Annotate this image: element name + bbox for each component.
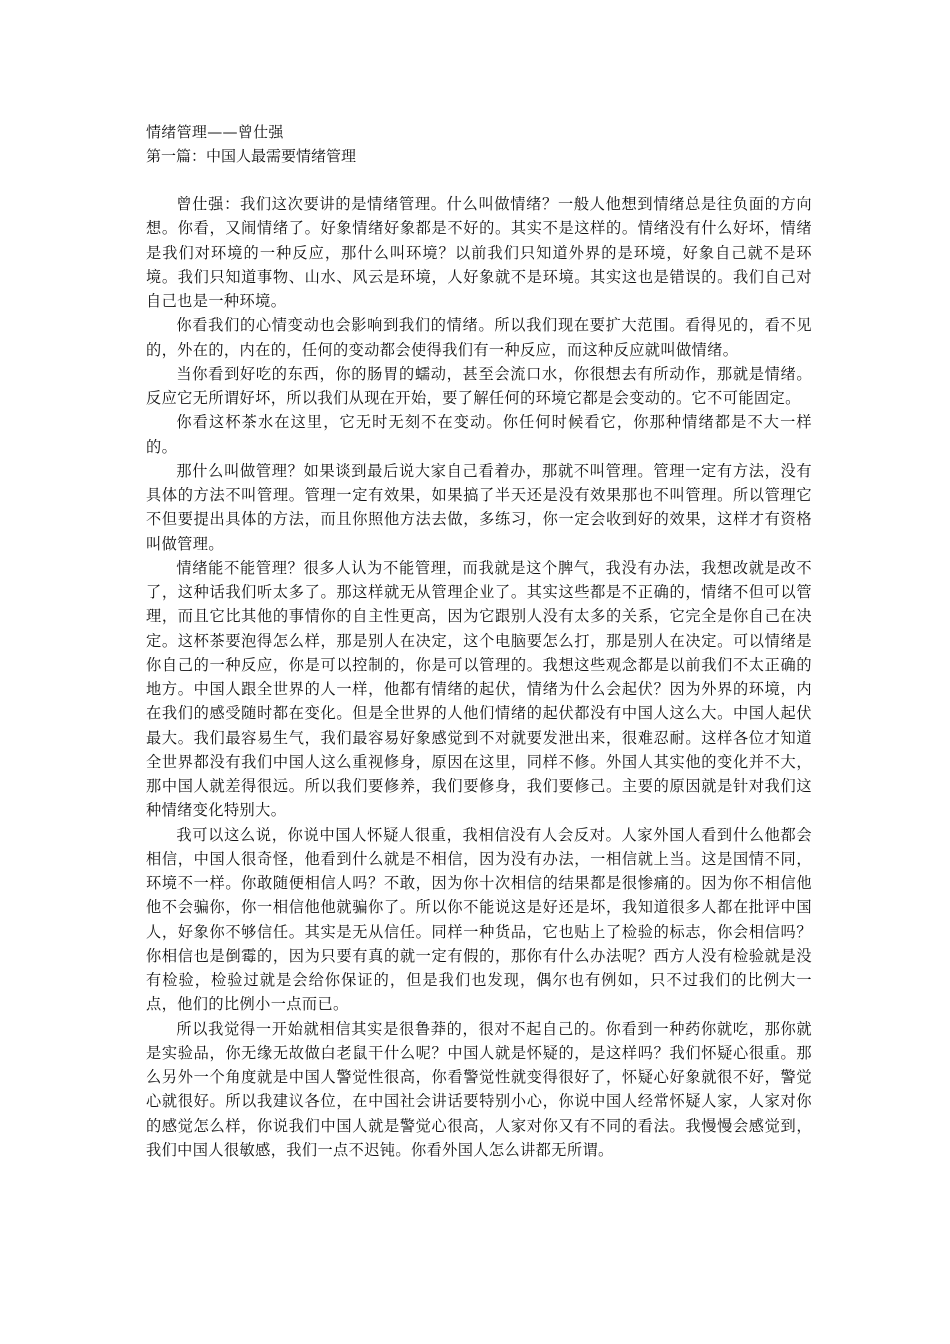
document-title: 情绪管理——曾仕强 [146,123,284,141]
paragraph: 曾仕强：我们这次要讲的是情绪管理。什么叫做情绪？一般人他想到情绪总是往负面的方向想。你看，又闹情绪了。好象情绪好象都是不好的。其实不是这样的。情绪没有什么好坏，情绪是我们对环境的一种反应，那什么叫环境？以前我们只知道外界的是环境，好象自己就不是环境。我们只知道事物、山水、风云是环境，人好象就不是环境。其实这也是错误的。我们自己对自己也是一种环境。 [146,195,812,310]
paragraph: 你看我们的心情变动也会影响到我们的情绪。所以我们现在要扩大范围。看得见的，看不见的，外在的，内在的，任何的变动都会使得我们有一种反应，而这种反应就叫做情绪。 [146,316,812,359]
paragraph: 情绪能不能管理？很多人认为不能管理，而我就是这个脾气，我没有办法，我想改就是改不了，这种话我们听太多了。那这样就无从管理企业了。其实这些都是不正确的，情绪不但可以管理，而且它比其他的事情你的自主性更高，因为它跟别人没有太多的关系，它完全是你自己在决定。这杯茶要泡得怎么样，那是别人在决定，这个电脑要怎么打，那是别人在决定。可以情绪是你自己的一种反应，你是可以控制的，你是可以管理的。我想这些观念都是以前我们不太正确的地方。中国人跟全世界的人一样，他都有情绪的起伏，情绪为什么会起伏？因为外界的环境，内在我们的感受随时都在变化。但是全世界的人他们情绪的起伏都没有中国人这么大。中国人起伏最大。我们最容易生气，我们最容易好象感觉到不对就要发泄出来，很难忍耐。这样各位才知道全世界都没有我们中国人这么重视修身，原因在这里，同样不修。外国人其实他的变化并不大，那中国人就差得很远。所以我们要修养，我们要修身，我们要修己。主要的原因就是针对我们这种情绪变化特别大。 [146,558,812,820]
document-page [146,120,812,1162]
paragraph: 所以我觉得一开始就相信其实是很鲁莽的，很对不起自己的。你看到一种药你就吃，那你就是实验品，你无缘无故做白老鼠干什么呢？中国人就是怀疑的，是这样吗？我们怀疑心很重。那么另外一个角度就是中国人警觉性很高，你看警觉性就变得很好了，怀疑心好象就很不好，警觉心就很好。所以我建议各位，在中国社会讲话要特别小心，你说中国人经常怀疑人家，人家对你的感觉怎么样，你说我们中国人就是警觉心很高，人家对你又有不同的看法。我慢慢会感觉到，我们中国人很敏感，我们一点不迟钝。你看外国人怎么讲都无所谓。 [146,1019,812,1159]
chapter-heading: 第一篇：中国人最需要情绪管理 [146,147,357,165]
paragraph: 那什么叫做管理？如果谈到最后说大家自己看着办，那就不叫管理。管理一定有方法，没有具体的方法不叫管理。管理一定有效果，如果搞了半天还是没有效果那也不叫管理。所以管理它不但要提出具体的方法，而且你照他方法去做，多练习，你一定会收到好的效果，这样才有资格叫做管理。 [146,461,812,553]
paragraph: 我可以这么说，你说中国人怀疑人很重，我相信没有人会反对。人家外国人看到什么他都会相信，中国人很奇怪，他看到什么就是不相信，因为没有办法，一相信就上当。这是国情不同，环境不一样。你敢随便相信人吗？不敢，因为你十次相信的结果都是很惨痛的。因为你不相信他他不会骗你，你一相信他他就骗你了。所以你不能说这是好还是坏，我知道很多人都在批评中国人，好象你不够信任。其实是无从信任。同样一种货品，它也贴上了检验的标志，你会相信吗？你相信也是倒霉的，因为只要有真的就一定有假的，那你有什么办法呢？西方人没有检验就是没有检验，检验过就是会给你保证的，但是我们也发现，偶尔也有例如，只不过我们的比例大一点，他们的比例小一点而已。 [146,825,812,1014]
paragraph: 当你看到好吃的东西，你的肠胃的蠕动，甚至会流口水，你很想去有所动作，那就是情绪。反应它无所谓好坏，所以我们从现在开始，要了解任何的环境它都是会变动的。它不可能固定。 [146,364,812,407]
paragraph: 你看这杯茶水在这里，它无时无刻不在变动。你任何时候看它，你那种情绪都是不大一样的。 [146,413,812,456]
